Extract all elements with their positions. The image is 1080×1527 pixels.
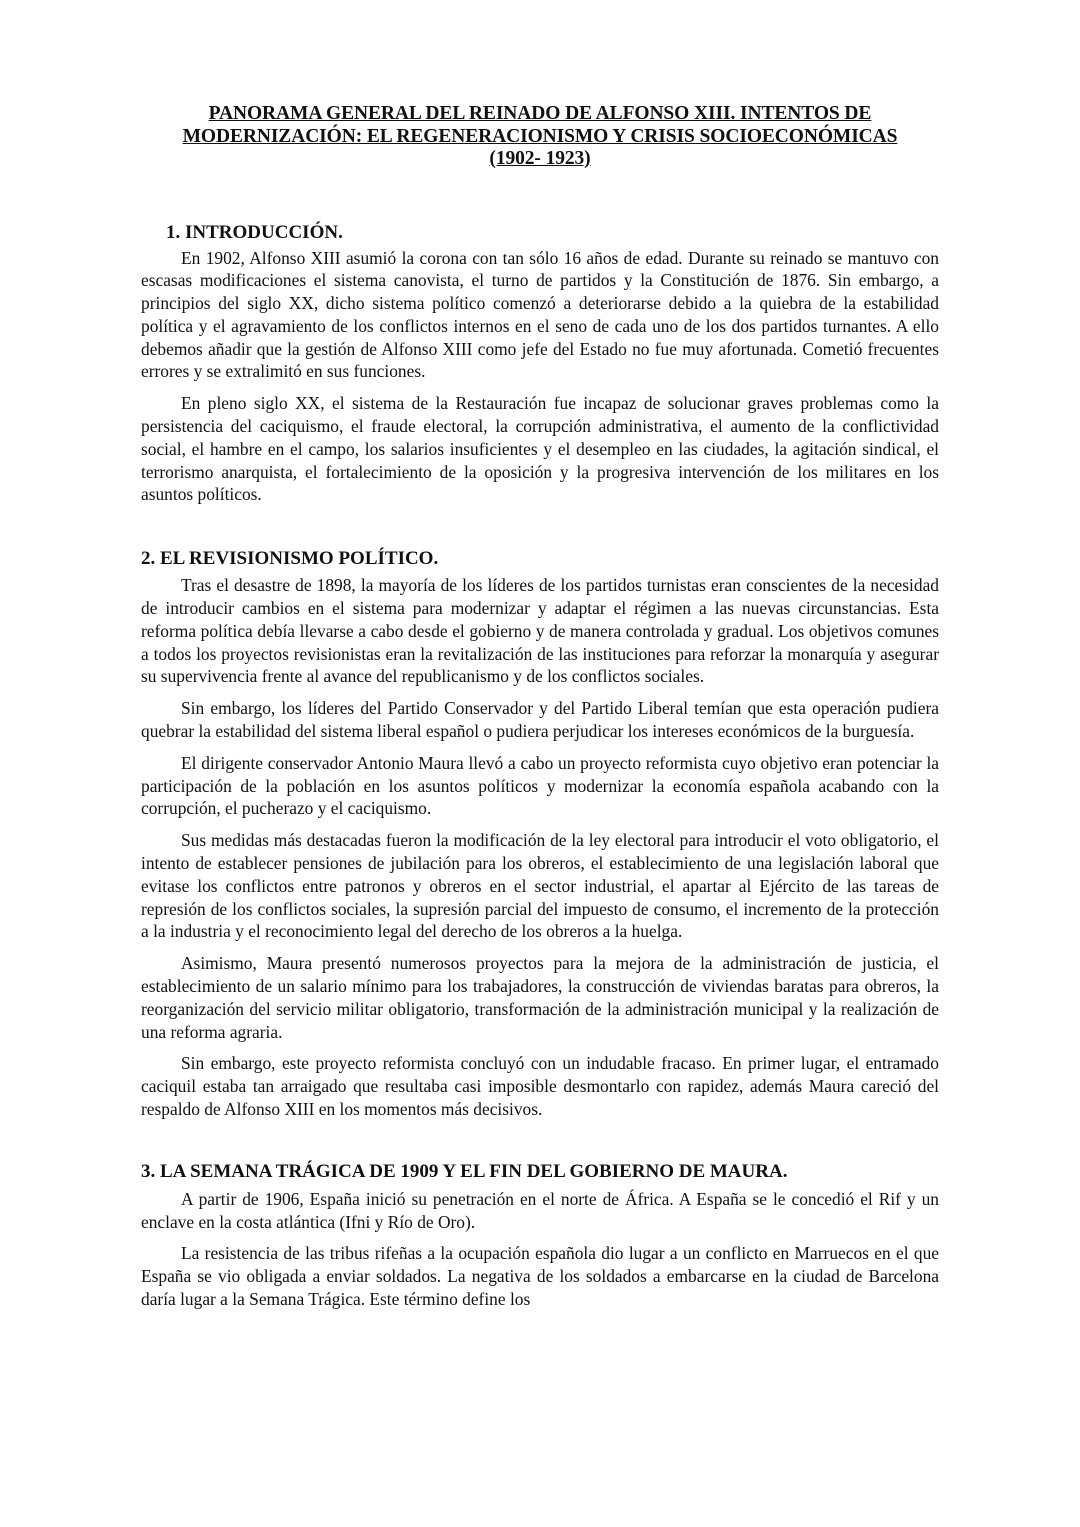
paragraph: Asimismo, Maura presentó numerosos proyectos para la mejora de la administración de justicia, el establecimiento de un salario mínimo para los trabajadores, la construcción de viviendas baratas para obreros, la reorganización del servicio militar obligatorio, transformación de la administración municipal y la realización de una reforma agraria. bbox=[141, 953, 939, 1042]
document-title bbox=[141, 103, 939, 171]
title-line-3: (1902- 1923) bbox=[489, 148, 591, 169]
paragraph: A partir de 1906, España inició su penetración en el norte de África. A España se le concedió el Rif y un enclave en la costa atlántica (Ifni y Río de Oro). bbox=[141, 1188, 939, 1232]
section-body-revisionismo bbox=[141, 574, 939, 1121]
title-line-2: MODERNIZACIÓN: EL REGENERACIONISMO Y CRISIS SOCIOECONÓMICAS bbox=[182, 125, 898, 147]
section-heading-semana-tragica: 3. LA SEMANA TRÁGICA DE 1909 Y EL FIN DEL GOBIERNO DE MAURA. bbox=[141, 1160, 788, 1182]
paragraph: Tras el desastre de 1898, la mayoría de los líderes de los partidos turnistas eran conscientes de la necesidad de introducir cambios en el sistema para modernizar y adaptar el régimen a las nuevas circunstancias. Esta reforma política debía llevarse a cabo desde el gobierno y de manera controlada y gradual. Los objetivos comunes a todos los proyectos revisionistas eran la revitalización de las instituciones para reforzar la monarquía y asegurar su supervivencia frente al avance del republicanismo y de los conflictos sociales. bbox=[141, 575, 939, 687]
paragraph: Sin embargo, los líderes del Partido Conservador y del Partido Liberal temían que esta operación pudiera quebrar la estabilidad del sistema liberal español o pudiera perjudicar los intereses económicos de la burguesía. bbox=[141, 698, 939, 742]
section-heading-introduccion: 1. INTRODUCCIÓN. bbox=[166, 221, 343, 243]
paragraph: Sus medidas más destacadas fueron la modificación de la ley electoral para introducir el voto obligatorio, el intento de establecer pensiones de jubilación para los obreros, el establecimiento de una legislación laboral que evitase los conflictos entre patronos y obreros en el sector industrial, el apartar al Ejército de las tareas de represión de los conflictos sociales, la supresión parcial del impuesto de consumo, el incremento de la protección a la industria y el reconocimiento legal del derecho de los obreros a la huelga. bbox=[141, 830, 939, 942]
section-heading-revisionismo: 2. EL REVISIONISMO POLÍTICO. bbox=[141, 548, 439, 570]
paragraph: La resistencia de las tribus rifeñas a la ocupación española dio lugar a un conflicto en Marruecos en el que España se vio obligada a enviar soldados. La negativa de los soldados a embarcarse en la ciudad de Barcelona daría lugar a la Semana Trágica. Este término define los bbox=[141, 1243, 939, 1309]
paragraph: Sin embargo, este proyecto reformista concluyó con un indudable fracaso. En primer lugar, el entramado caciquil estaba tan arraigado que resultaba casi imposible desmontarlo con rapidez, además Maura careció del respaldo de Alfonso XIII en los momentos más decisivos. bbox=[141, 1053, 939, 1119]
paragraph: El dirigente conservador Antonio Maura llevó a cabo un proyecto reformista cuyo objetivo eran potenciar la participación de la población en los asuntos políticos y modernizar la economía española acabando con la corrupción, el pucherazo y el caciquismo. bbox=[141, 752, 939, 819]
paragraph: En 1902, Alfonso XIII asumió la corona con tan sólo 16 años de edad. Durante su reinado se mantuvo con escasas modificaciones el sistema canovista, el turno de partidos y la Constitución de 1876. Sin embargo, a principios del siglo XX, dicho sistema político comenzó a deteriorarse debido a la quiebra de la estabilidad política y el agravamiento de los conflictos internos en el seno de cada uno de los dos partidos turnantes. A ello debemos añadir que la gestión de Alfonso XIII como jefe del Estado no fue muy afortunada. Cometió frecuentes errores y se extralimitó en sus funciones. bbox=[141, 247, 939, 382]
section-body-semana-tragica bbox=[141, 1188, 939, 1311]
section-body-introduccion bbox=[141, 247, 939, 507]
paragraph: En pleno siglo XX, el sistema de la Restauración fue incapaz de solucionar graves problemas como la persistencia del caciquismo, el fraude electoral, la corrupción administrativa, el aumento de la conflictividad social, el hambre en el campo, los salarios insuficientes y el desempleo en las ciudades, la agitación sindical, el terrorismo anarquista, el fortalecimiento de la oposición y la progresiva intervención de los militares en los asuntos políticos. bbox=[141, 393, 939, 505]
title-line-1: PANORAMA GENERAL DEL REINADO DE ALFONSO XIII. INTENTOS DE bbox=[208, 103, 872, 124]
document-page bbox=[141, 103, 939, 1311]
